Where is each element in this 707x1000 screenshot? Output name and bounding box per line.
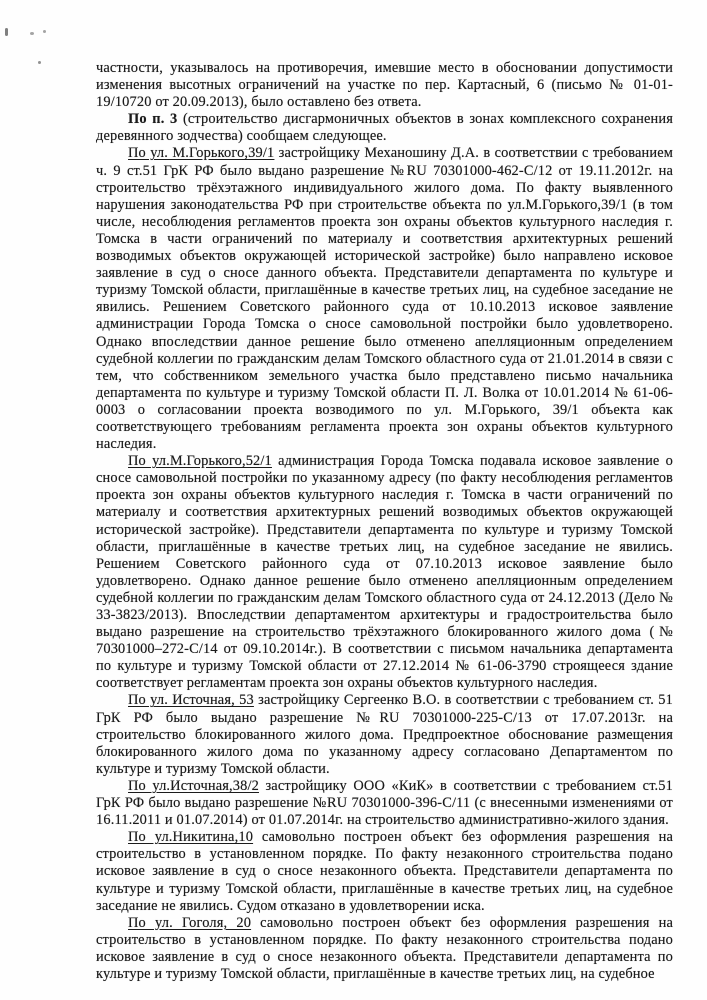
scan-artifact bbox=[43, 30, 46, 33]
scan-artifact bbox=[30, 32, 34, 35]
paragraph-lead: По ул.Источная,38/2 bbox=[128, 777, 259, 794]
paragraph-gorkogo-39-1 bbox=[96, 145, 673, 453]
paragraph-body: (строительство дисгармоничных объектов в зонах комплексного сохранения деревянного зодчества) сообщаем следующее. bbox=[96, 111, 673, 145]
scan-artifact bbox=[5, 28, 8, 36]
paragraph-body: администрация Города Томска подавала исковое заявление о сносе самовольной постройки по указанному адресу (по факту несоблюдения регламентов проекта зон охраны объектов культурного наследия г. Томска в части ограничений по материалу и соответствия архитектурных решений возводимых объектов окружающей исторической застройке). Представители департамента по культуре и туризму Томской области, приглашённые в качестве третьих лиц, на судебное заседание не явились. Решением Советского районного суда от 07.10.2013 исковое заявление было удовлетворено. Однако данное решение было отменено апелляционным определением судебной коллегии по гражданским делам Томского областного суда от 24.12.2013 (Дело № 33-3823/2013). Впоследствии департаментом архитектуры и градостроительства было выдано разрешение на строительство трёхэтажного блокированного жилого дома (№ 70301000–272-С/14 от 09.10.2014г.). В соответствии с письмом начальника департамента по культуре и туризму Томской области от 27.12.2014 № 61-06-3790 строящееся здание соответствует регламентам проекта зон охраны объектов культурного наследия. bbox=[96, 453, 673, 692]
paragraph-lead: По ул. М.Горького,39/1 bbox=[128, 145, 275, 162]
paragraph-nikitina-10 bbox=[96, 829, 673, 914]
document-text bbox=[96, 60, 673, 983]
paragraph-body: самовольно построен объект без оформления разрешения на строительство в установленном порядке. По факту незаконного строительства подано исковое заявление в суд о сносе незаконного объекта. Представители департамента по культуре и туризму Томской области, приглашённые в качестве третьих лиц, на судебное bbox=[96, 914, 674, 982]
paragraph-lead: По ул.Никитина,10 bbox=[128, 829, 254, 846]
paragraph-point-3-heading bbox=[96, 111, 673, 145]
paragraph-body: застройщику ООО «КиК» в соответствии с требованием ст.51 ГрК РФ было выдано разрешение №RU 70301000-396-С/11 (с внесенными изменениями от 16.11.2011 и 01.07.2014) от 01.07.2014г. на строительство административно-жилого здания. bbox=[96, 777, 673, 829]
scan-artifact bbox=[38, 61, 41, 64]
paragraph-body: частности, указывалось на противоречия, имевшие место в обосновании допустимости изменения высотных ограничений на участке по пер. Картасный, 6 (письмо № 01-01-19/10720 от 20.09.2013), было оставлено без ответа. bbox=[96, 60, 673, 111]
paragraph-lead: По ул. Гоголя, 20 bbox=[128, 914, 252, 931]
paragraph-istochnaya-53 bbox=[96, 692, 673, 777]
paragraph-body: застройщику Механошину Д.А. в соответствии с требованием ч. 9 ст.51 ГрК РФ было выдано разрешение №RU 70301000-462-С/12 от 19.11.2012г. на строительство трёхэтажного индивидуального жилого дома. По факту выявленного нарушения законодательства РФ при строительстве объекта по ул.М.Горького,39/1 (в том числе, несоблюдения регламентов проекта зон охраны объектов культурного наследия г. Томска в части ограничений по материалу и соответствия архитектурных решений возводимых объектов окружающей исторической застройке) было направлено исковое заявление в суд о сносе данного объекта. Представители департамента по культуре и туризму Томской области, приглашённые в качестве третьих лиц, на судебное заседание не явились. Решением Советского районного суда от 10.10.2013 исковое заявление администрации Города Томска о сносе самовольной постройки было удовлетворено. Однако впоследствии данное решение было отменено апелляционным определением судебной коллегии по гражданским делам Томского областного суда от 21.01.2014 в связи с тем, что собственником земельного участка было представлено письмо начальника департамента по культуре и туризму Томской области П. Л. Волка от 10.01.2014 № 61-06-0003 о согласовании проекта возводимого по ул. М.Горького, 39/1 объекта как соответствующего требованиям регламента проекта зон охраны объектов культурного наследия. bbox=[96, 145, 674, 453]
paragraph-gogolya-20 bbox=[96, 915, 673, 983]
paragraph-gorkogo-52-1 bbox=[96, 453, 673, 692]
paragraph-lead: По п. 3 bbox=[128, 111, 178, 128]
paragraph-lead: По ул.М.Горького,52/1 bbox=[128, 453, 272, 470]
paragraph-lead: По ул. Источная, 53 bbox=[128, 692, 254, 709]
paragraph-kartasny-continuation bbox=[96, 60, 673, 111]
paragraph-body: самовольно построен объект без оформления разрешения на строительство в установленном порядке. По факту незаконного строительства подано исковое заявление в суд о сносе незаконного объекта. Представители департамента по культуре и туризму Томской области, приглашённые в качестве третьих лиц, на судебное заседание не явились. Судом отказано в удовлетворении иска. bbox=[96, 829, 673, 914]
paragraph-istochnaya-38-2 bbox=[96, 778, 673, 829]
paragraph-body: застройщику Сергеенко В.О. в соответствии с требованием ст. 51 ГрК РФ было выдано разрешение №RU 70301000-225-С/13 от 17.07.2013г. на строительство блокированного жилого дома. Предпроектное обоснование размещения блокированного жилого дома по указанному адресу согласовано Департаментом по культуре и туризму Томской области. bbox=[96, 692, 673, 777]
